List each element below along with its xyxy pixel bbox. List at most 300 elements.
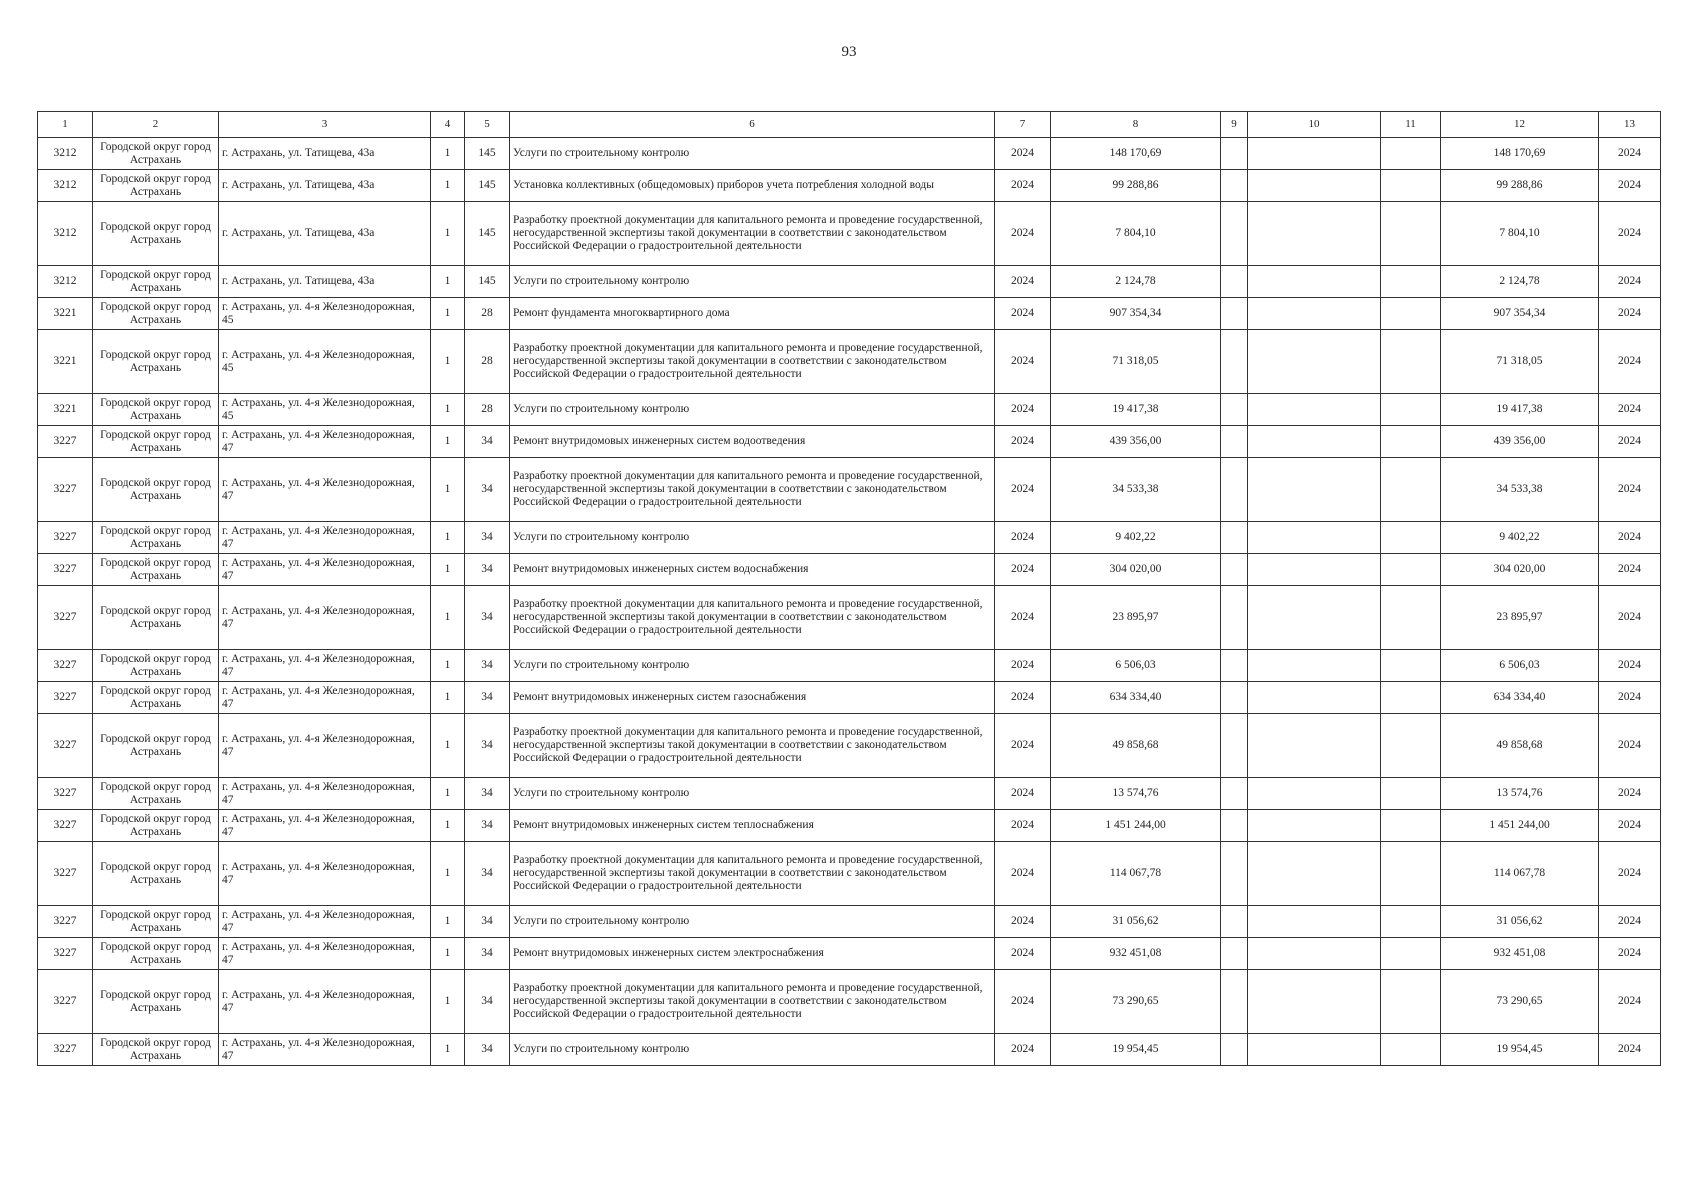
- column-header: 6: [510, 112, 995, 138]
- col5-cell: 34: [465, 426, 510, 458]
- col11-cell: [1381, 810, 1441, 842]
- year-cell: 2024: [995, 650, 1051, 682]
- col5-cell: 34: [465, 650, 510, 682]
- col13-cell: 2024: [1599, 1034, 1661, 1066]
- col9-cell: [1221, 1034, 1248, 1066]
- col13-cell: 2024: [1599, 170, 1661, 202]
- table-row: [38, 170, 1661, 202]
- year-cell: 2024: [995, 426, 1051, 458]
- col9-cell: [1221, 842, 1248, 906]
- table-row: [38, 522, 1661, 554]
- row-number: 3212: [38, 266, 93, 298]
- col10-cell: [1248, 650, 1381, 682]
- row-number: 3221: [38, 394, 93, 426]
- year-cell: 2024: [995, 522, 1051, 554]
- col5-cell: 34: [465, 906, 510, 938]
- col12-cell: 23 895,97: [1441, 586, 1599, 650]
- municipality-cell: Городской округ город Астрахань: [93, 394, 219, 426]
- column-header: 13: [1599, 112, 1661, 138]
- total-cost-cell: 7 804,10: [1051, 202, 1221, 266]
- address-cell: г. Астрахань, ул. 4-я Железнодорожная, 47: [219, 842, 431, 906]
- table-row: [38, 586, 1661, 650]
- col12-cell: 1 451 244,00: [1441, 810, 1599, 842]
- col4-cell: 1: [431, 394, 465, 426]
- row-number: 3227: [38, 458, 93, 522]
- total-cost-cell: 634 334,40: [1051, 682, 1221, 714]
- year-cell: 2024: [995, 938, 1051, 970]
- col5-cell: 145: [465, 170, 510, 202]
- address-cell: г. Астрахань, ул. 4-я Железнодорожная, 47: [219, 906, 431, 938]
- work-type-cell: Услуги по строительному контролю: [510, 266, 995, 298]
- municipality-cell: Городской округ город Астрахань: [93, 202, 219, 266]
- total-cost-cell: 19 417,38: [1051, 394, 1221, 426]
- col12-cell: 99 288,86: [1441, 170, 1599, 202]
- table-row: [38, 1034, 1661, 1066]
- col13-cell: 2024: [1599, 554, 1661, 586]
- municipality-cell: Городской округ город Астрахань: [93, 298, 219, 330]
- work-type-cell: Услуги по строительному контролю: [510, 522, 995, 554]
- municipality-cell: Городской округ город Астрахань: [93, 458, 219, 522]
- municipality-cell: Городской округ город Астрахань: [93, 522, 219, 554]
- address-cell: г. Астрахань, ул. 4-я Железнодорожная, 47: [219, 682, 431, 714]
- col12-cell: 9 402,22: [1441, 522, 1599, 554]
- total-cost-cell: 99 288,86: [1051, 170, 1221, 202]
- row-number: 3227: [38, 938, 93, 970]
- col10-cell: [1248, 938, 1381, 970]
- municipality-cell: Городской округ город Астрахань: [93, 426, 219, 458]
- col5-cell: 28: [465, 394, 510, 426]
- col10-cell: [1248, 458, 1381, 522]
- col4-cell: 1: [431, 266, 465, 298]
- row-number: 3227: [38, 682, 93, 714]
- col10-cell: [1248, 682, 1381, 714]
- address-cell: г. Астрахань, ул. Татищева, 43а: [219, 170, 431, 202]
- work-type-cell: Ремонт внутридомовых инженерных систем водоснабжения: [510, 554, 995, 586]
- address-cell: г. Астрахань, ул. 4-я Железнодорожная, 45: [219, 298, 431, 330]
- municipality-cell: Городской округ город Астрахань: [93, 1034, 219, 1066]
- table-row: [38, 842, 1661, 906]
- work-type-cell: Ремонт фундамента многоквартирного дома: [510, 298, 995, 330]
- address-cell: г. Астрахань, ул. 4-я Железнодорожная, 47: [219, 586, 431, 650]
- column-header: 3: [219, 112, 431, 138]
- col4-cell: 1: [431, 458, 465, 522]
- column-header: 12: [1441, 112, 1599, 138]
- col12-cell: 114 067,78: [1441, 842, 1599, 906]
- col9-cell: [1221, 298, 1248, 330]
- work-type-cell: Разработку проектной документации для капитального ремонта и проведение государственной, негосударственной экспертизы такой документации в соответствии с законодательством Российской Федерации о градостроительной деятельности: [510, 202, 995, 266]
- col4-cell: 1: [431, 906, 465, 938]
- municipality-cell: Городской округ город Астрахань: [93, 682, 219, 714]
- col12-cell: 31 056,62: [1441, 906, 1599, 938]
- col11-cell: [1381, 1034, 1441, 1066]
- col5-cell: 34: [465, 970, 510, 1034]
- work-type-cell: Услуги по строительному контролю: [510, 394, 995, 426]
- col12-cell: 932 451,08: [1441, 938, 1599, 970]
- col4-cell: 1: [431, 682, 465, 714]
- address-cell: г. Астрахань, ул. 4-я Железнодорожная, 45: [219, 394, 431, 426]
- row-number: 3227: [38, 522, 93, 554]
- municipality-cell: Городской округ город Астрахань: [93, 650, 219, 682]
- col13-cell: 2024: [1599, 650, 1661, 682]
- address-cell: г. Астрахань, ул. 4-я Железнодорожная, 47: [219, 778, 431, 810]
- municipality-cell: Городской округ город Астрахань: [93, 714, 219, 778]
- col5-cell: 34: [465, 1034, 510, 1066]
- col13-cell: 2024: [1599, 138, 1661, 170]
- col12-cell: 13 574,76: [1441, 778, 1599, 810]
- total-cost-cell: 31 056,62: [1051, 906, 1221, 938]
- col9-cell: [1221, 394, 1248, 426]
- row-number: 3227: [38, 906, 93, 938]
- municipality-cell: Городской округ город Астрахань: [93, 810, 219, 842]
- total-cost-cell: 19 954,45: [1051, 1034, 1221, 1066]
- work-type-cell: Разработку проектной документации для капитального ремонта и проведение государственной, негосударственной экспертизы такой документации в соответствии с законодательством Российской Федерации о градостроительной деятельности: [510, 970, 995, 1034]
- total-cost-cell: 1 451 244,00: [1051, 810, 1221, 842]
- col5-cell: 34: [465, 682, 510, 714]
- col13-cell: 2024: [1599, 330, 1661, 394]
- col9-cell: [1221, 426, 1248, 458]
- column-header: 8: [1051, 112, 1221, 138]
- col10-cell: [1248, 714, 1381, 778]
- col12-cell: 71 318,05: [1441, 330, 1599, 394]
- col9-cell: [1221, 970, 1248, 1034]
- table-row: [38, 778, 1661, 810]
- col9-cell: [1221, 586, 1248, 650]
- col9-cell: [1221, 778, 1248, 810]
- work-type-cell: Разработку проектной документации для капитального ремонта и проведение государственной, негосударственной экспертизы такой документации в соответствии с законодательством Российской Федерации о градостроительной деятельности: [510, 714, 995, 778]
- col5-cell: 145: [465, 138, 510, 170]
- row-number: 3212: [38, 202, 93, 266]
- total-cost-cell: 304 020,00: [1051, 554, 1221, 586]
- col4-cell: 1: [431, 778, 465, 810]
- col10-cell: [1248, 810, 1381, 842]
- col12-cell: 634 334,40: [1441, 682, 1599, 714]
- column-header: 11: [1381, 112, 1441, 138]
- year-cell: 2024: [995, 1034, 1051, 1066]
- col9-cell: [1221, 810, 1248, 842]
- col5-cell: 34: [465, 842, 510, 906]
- col10-cell: [1248, 330, 1381, 394]
- col4-cell: 1: [431, 586, 465, 650]
- col13-cell: 2024: [1599, 202, 1661, 266]
- col13-cell: 2024: [1599, 906, 1661, 938]
- col12-cell: 7 804,10: [1441, 202, 1599, 266]
- table-row: [38, 938, 1661, 970]
- table-row: [38, 682, 1661, 714]
- year-cell: 2024: [995, 266, 1051, 298]
- col4-cell: 1: [431, 842, 465, 906]
- year-cell: 2024: [995, 458, 1051, 522]
- year-cell: 2024: [995, 906, 1051, 938]
- col11-cell: [1381, 202, 1441, 266]
- table-row: [38, 394, 1661, 426]
- col9-cell: [1221, 138, 1248, 170]
- col9-cell: [1221, 522, 1248, 554]
- col12-cell: 304 020,00: [1441, 554, 1599, 586]
- col11-cell: [1381, 714, 1441, 778]
- col13-cell: 2024: [1599, 970, 1661, 1034]
- row-number: 3227: [38, 586, 93, 650]
- col12-cell: 19 954,45: [1441, 1034, 1599, 1066]
- row-number: 3212: [38, 138, 93, 170]
- table-row: [38, 330, 1661, 394]
- col12-cell: 19 417,38: [1441, 394, 1599, 426]
- col11-cell: [1381, 842, 1441, 906]
- total-cost-cell: 34 533,38: [1051, 458, 1221, 522]
- col4-cell: 1: [431, 970, 465, 1034]
- address-cell: г. Астрахань, ул. 4-я Железнодорожная, 47: [219, 1034, 431, 1066]
- col10-cell: [1248, 170, 1381, 202]
- col12-cell: 49 858,68: [1441, 714, 1599, 778]
- year-cell: 2024: [995, 394, 1051, 426]
- year-cell: 2024: [995, 842, 1051, 906]
- col4-cell: 1: [431, 650, 465, 682]
- col13-cell: 2024: [1599, 682, 1661, 714]
- col10-cell: [1248, 970, 1381, 1034]
- total-cost-cell: 13 574,76: [1051, 778, 1221, 810]
- year-cell: 2024: [995, 682, 1051, 714]
- col13-cell: 2024: [1599, 810, 1661, 842]
- table-row: [38, 554, 1661, 586]
- col10-cell: [1248, 298, 1381, 330]
- year-cell: 2024: [995, 330, 1051, 394]
- col12-cell: 2 124,78: [1441, 266, 1599, 298]
- col11-cell: [1381, 906, 1441, 938]
- col9-cell: [1221, 682, 1248, 714]
- col4-cell: 1: [431, 138, 465, 170]
- col5-cell: 34: [465, 458, 510, 522]
- table-row: [38, 138, 1661, 170]
- total-cost-cell: 6 506,03: [1051, 650, 1221, 682]
- address-cell: г. Астрахань, ул. 4-я Железнодорожная, 47: [219, 650, 431, 682]
- col12-cell: 34 533,38: [1441, 458, 1599, 522]
- year-cell: 2024: [995, 202, 1051, 266]
- col11-cell: [1381, 394, 1441, 426]
- col11-cell: [1381, 650, 1441, 682]
- column-header: 2: [93, 112, 219, 138]
- col10-cell: [1248, 522, 1381, 554]
- col10-cell: [1248, 842, 1381, 906]
- address-cell: г. Астрахань, ул. 4-я Железнодорожная, 47: [219, 938, 431, 970]
- col11-cell: [1381, 138, 1441, 170]
- year-cell: 2024: [995, 298, 1051, 330]
- table-row: [38, 714, 1661, 778]
- row-number: 3227: [38, 650, 93, 682]
- row-number: 3221: [38, 298, 93, 330]
- col5-cell: 34: [465, 714, 510, 778]
- col10-cell: [1248, 202, 1381, 266]
- work-type-cell: Установка коллективных (общедомовых) приборов учета потребления холодной воды: [510, 170, 995, 202]
- col11-cell: [1381, 682, 1441, 714]
- col9-cell: [1221, 266, 1248, 298]
- row-number: 3227: [38, 970, 93, 1034]
- work-type-cell: Ремонт внутридомовых инженерных систем газоснабжения: [510, 682, 995, 714]
- col5-cell: 145: [465, 266, 510, 298]
- col9-cell: [1221, 458, 1248, 522]
- col11-cell: [1381, 170, 1441, 202]
- work-type-cell: Разработку проектной документации для капитального ремонта и проведение государственной, негосударственной экспертизы такой документации в соответствии с законодательством Российской Федерации о градостроительной деятельности: [510, 842, 995, 906]
- address-cell: г. Астрахань, ул. 4-я Железнодорожная, 47: [219, 714, 431, 778]
- work-type-cell: Услуги по строительному контролю: [510, 1034, 995, 1066]
- col5-cell: 34: [465, 554, 510, 586]
- total-cost-cell: 932 451,08: [1051, 938, 1221, 970]
- col4-cell: 1: [431, 714, 465, 778]
- col9-cell: [1221, 170, 1248, 202]
- col9-cell: [1221, 650, 1248, 682]
- total-cost-cell: 2 124,78: [1051, 266, 1221, 298]
- col10-cell: [1248, 586, 1381, 650]
- col11-cell: [1381, 298, 1441, 330]
- col5-cell: 34: [465, 810, 510, 842]
- col5-cell: 28: [465, 298, 510, 330]
- municipality-cell: Городской округ город Астрахань: [93, 842, 219, 906]
- table-row: [38, 266, 1661, 298]
- table-row: [38, 298, 1661, 330]
- col9-cell: [1221, 938, 1248, 970]
- work-type-cell: Услуги по строительному контролю: [510, 906, 995, 938]
- column-header: 9: [1221, 112, 1248, 138]
- address-cell: г. Астрахань, ул. Татищева, 43а: [219, 202, 431, 266]
- column-header: 5: [465, 112, 510, 138]
- col11-cell: [1381, 586, 1441, 650]
- municipality-cell: Городской округ город Астрахань: [93, 554, 219, 586]
- row-number: 3227: [38, 554, 93, 586]
- total-cost-cell: 9 402,22: [1051, 522, 1221, 554]
- year-cell: 2024: [995, 586, 1051, 650]
- work-type-cell: Услуги по строительному контролю: [510, 138, 995, 170]
- address-cell: г. Астрахань, ул. 4-я Железнодорожная, 47: [219, 554, 431, 586]
- municipality-cell: Городской округ город Астрахань: [93, 330, 219, 394]
- year-cell: 2024: [995, 810, 1051, 842]
- work-type-cell: Услуги по строительному контролю: [510, 650, 995, 682]
- address-cell: г. Астрахань, ул. Татищева, 43а: [219, 138, 431, 170]
- municipality-cell: Городской округ город Астрахань: [93, 938, 219, 970]
- row-number: 3221: [38, 330, 93, 394]
- address-cell: г. Астрахань, ул. 4-я Железнодорожная, 47: [219, 426, 431, 458]
- municipality-cell: Городской округ город Астрахань: [93, 170, 219, 202]
- program-table: [37, 111, 1661, 1066]
- col4-cell: 1: [431, 170, 465, 202]
- col12-cell: 439 356,00: [1441, 426, 1599, 458]
- year-cell: 2024: [995, 554, 1051, 586]
- table-row: [38, 458, 1661, 522]
- total-cost-cell: 23 895,97: [1051, 586, 1221, 650]
- table-row: [38, 970, 1661, 1034]
- municipality-cell: Городской округ город Астрахань: [93, 970, 219, 1034]
- column-header: 7: [995, 112, 1051, 138]
- col5-cell: 34: [465, 938, 510, 970]
- col11-cell: [1381, 938, 1441, 970]
- municipality-cell: Городской округ город Астрахань: [93, 266, 219, 298]
- col5-cell: 34: [465, 586, 510, 650]
- table-row: [38, 810, 1661, 842]
- table-row: [38, 906, 1661, 938]
- column-header: 4: [431, 112, 465, 138]
- col13-cell: 2024: [1599, 458, 1661, 522]
- col11-cell: [1381, 266, 1441, 298]
- work-type-cell: Ремонт внутридомовых инженерных систем электроснабжения: [510, 938, 995, 970]
- municipality-cell: Городской округ город Астрахань: [93, 778, 219, 810]
- row-number: 3227: [38, 778, 93, 810]
- col4-cell: 1: [431, 426, 465, 458]
- col11-cell: [1381, 554, 1441, 586]
- address-cell: г. Астрахань, ул. 4-я Железнодорожная, 47: [219, 458, 431, 522]
- work-type-cell: Услуги по строительному контролю: [510, 778, 995, 810]
- col12-cell: 6 506,03: [1441, 650, 1599, 682]
- col11-cell: [1381, 426, 1441, 458]
- col4-cell: 1: [431, 522, 465, 554]
- col12-cell: 73 290,65: [1441, 970, 1599, 1034]
- year-cell: 2024: [995, 778, 1051, 810]
- col12-cell: 907 354,34: [1441, 298, 1599, 330]
- row-number: 3227: [38, 426, 93, 458]
- work-type-cell: Разработку проектной документации для капитального ремонта и проведение государственной, негосударственной экспертизы такой документации в соответствии с законодательством Российской Федерации о градостроительной деятельности: [510, 330, 995, 394]
- total-cost-cell: 49 858,68: [1051, 714, 1221, 778]
- work-type-cell: Ремонт внутридомовых инженерных систем теплоснабжения: [510, 810, 995, 842]
- col4-cell: 1: [431, 554, 465, 586]
- row-number: 3227: [38, 714, 93, 778]
- col4-cell: 1: [431, 938, 465, 970]
- col4-cell: 1: [431, 1034, 465, 1066]
- col5-cell: 34: [465, 778, 510, 810]
- column-header: 1: [38, 112, 93, 138]
- col13-cell: 2024: [1599, 778, 1661, 810]
- municipality-cell: Городской округ город Астрахань: [93, 586, 219, 650]
- total-cost-cell: 114 067,78: [1051, 842, 1221, 906]
- col10-cell: [1248, 426, 1381, 458]
- page-number: 93: [841, 44, 857, 60]
- col9-cell: [1221, 554, 1248, 586]
- table-row: [38, 426, 1661, 458]
- col13-cell: 2024: [1599, 842, 1661, 906]
- row-number: 3227: [38, 1034, 93, 1066]
- municipality-cell: Городской округ город Астрахань: [93, 906, 219, 938]
- col13-cell: 2024: [1599, 394, 1661, 426]
- year-cell: 2024: [995, 138, 1051, 170]
- col4-cell: 1: [431, 330, 465, 394]
- col4-cell: 1: [431, 810, 465, 842]
- address-cell: г. Астрахань, ул. 4-я Железнодорожная, 45: [219, 330, 431, 394]
- col5-cell: 145: [465, 202, 510, 266]
- col10-cell: [1248, 266, 1381, 298]
- header-row: [38, 112, 1661, 138]
- address-cell: г. Астрахань, ул. 4-я Железнодорожная, 47: [219, 970, 431, 1034]
- col10-cell: [1248, 1034, 1381, 1066]
- total-cost-cell: 439 356,00: [1051, 426, 1221, 458]
- year-cell: 2024: [995, 170, 1051, 202]
- total-cost-cell: 907 354,34: [1051, 298, 1221, 330]
- col10-cell: [1248, 394, 1381, 426]
- total-cost-cell: 73 290,65: [1051, 970, 1221, 1034]
- work-type-cell: Ремонт внутридомовых инженерных систем водоотведения: [510, 426, 995, 458]
- address-cell: г. Астрахань, ул. Татищева, 43а: [219, 266, 431, 298]
- col11-cell: [1381, 970, 1441, 1034]
- col13-cell: 2024: [1599, 266, 1661, 298]
- col10-cell: [1248, 906, 1381, 938]
- col13-cell: 2024: [1599, 586, 1661, 650]
- col5-cell: 28: [465, 330, 510, 394]
- col12-cell: 148 170,69: [1441, 138, 1599, 170]
- col11-cell: [1381, 778, 1441, 810]
- col13-cell: 2024: [1599, 938, 1661, 970]
- table-body: [38, 138, 1661, 1066]
- table-row: [38, 650, 1661, 682]
- row-number: 3212: [38, 170, 93, 202]
- col11-cell: [1381, 522, 1441, 554]
- col4-cell: 1: [431, 202, 465, 266]
- col9-cell: [1221, 714, 1248, 778]
- year-cell: 2024: [995, 714, 1051, 778]
- col9-cell: [1221, 906, 1248, 938]
